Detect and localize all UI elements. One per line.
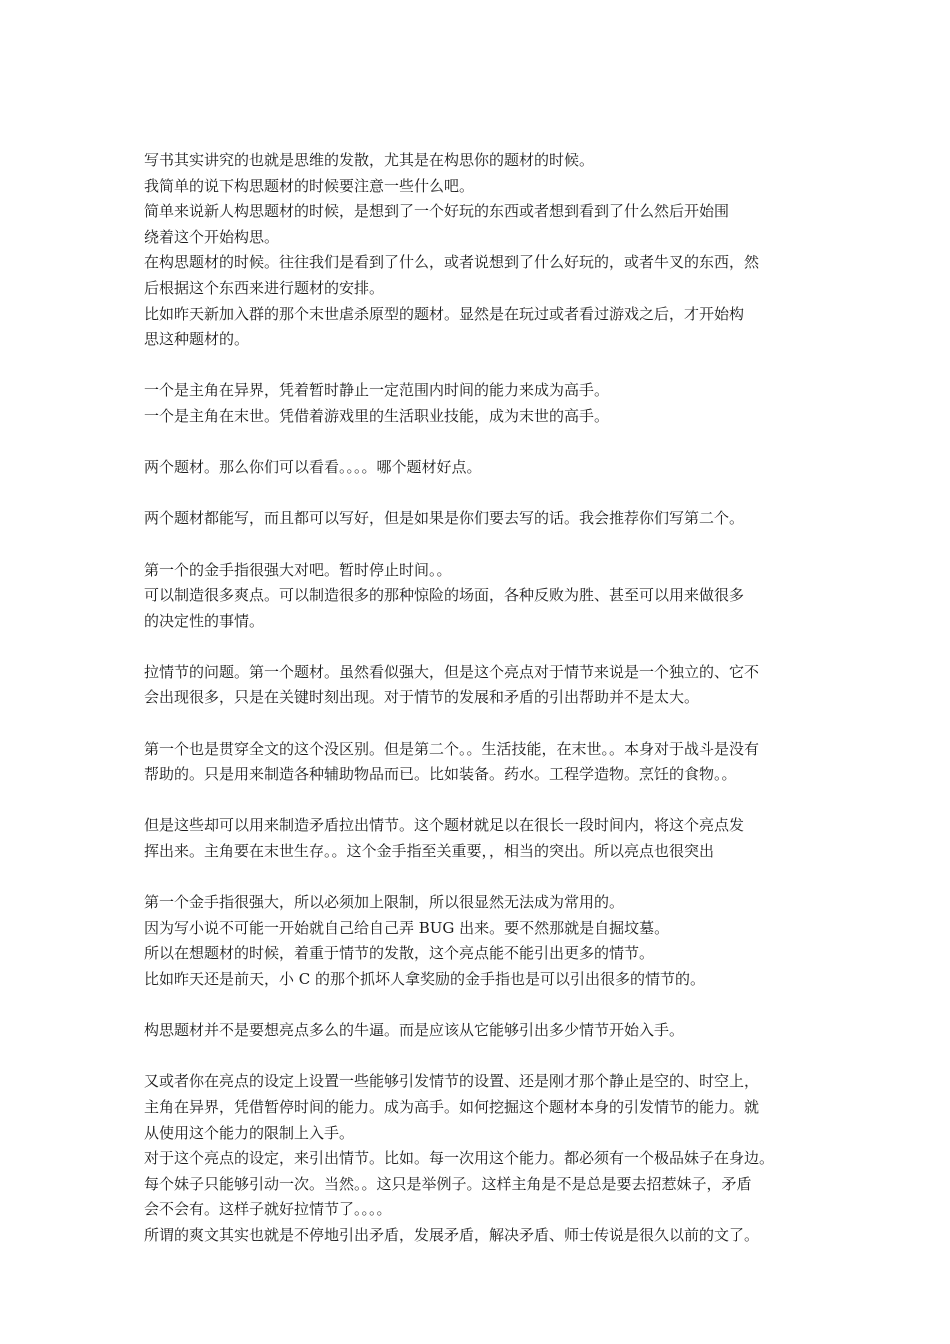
text-line: 每个妹子只能够引动一次。当然。。这只是举例子。这样主角是不是总是要去招惹妹子，矛盾 xyxy=(144,1174,752,1193)
text-line: 一个是主角在异界，凭着暂时静止一定范围内时间的能力来成为高手。 xyxy=(144,381,610,400)
blank-line xyxy=(144,532,816,558)
text-line: 比如昨天新加入群的那个末世虐杀原型的题材。显然是在玩过或者看过游戏之后，才开始构 xyxy=(144,304,745,323)
text-line: 因为写小说不可能一开始就自己给自己弄 BUG 出来。要不然那就是自掘坟墓。 xyxy=(144,918,670,937)
text-line: 在构思题材的时候。往往我们是看到了什么，或者说想到了什么好玩的，或者牛叉的东西，然 xyxy=(144,253,760,272)
text-line: 绕着这个开始构思。 xyxy=(144,227,280,246)
text-line: 一个是主角在末世。凭借着游戏里的生活职业技能，成为末世的高手。 xyxy=(144,406,610,425)
text-line: 比如昨天还是前天，小 C 的那个抓坏人拿奖励的金手指也是可以引出很多的情节的。 xyxy=(144,970,706,988)
text-line: 后根据这个东西来进行题材的安排。 xyxy=(144,278,385,297)
text-line: 的决定性的事情。 xyxy=(144,611,265,630)
text-line: 主角在异界，凭借暂停时间的能力。成为高手。如何挖掘这个题材本身的引发情节的能力。就 xyxy=(144,1097,760,1116)
text-line: 我简单的说下构思题材的时候要注意一些什么吧。 xyxy=(144,176,475,195)
blank-line xyxy=(144,788,816,814)
text-line: 所以在想题材的时候，着重于情节的发散，这个亮点能不能引出更多的情节。 xyxy=(144,944,655,963)
text-line: 但是这些却可以用来制造矛盾拉出情节。这个题材就足以在很长一段时间内，将这个亮点发 xyxy=(144,816,745,835)
text-line: 会出现很多，只是在关键时刻出现。对于情节的发展和矛盾的引出帮助并不是太大。 xyxy=(144,688,700,707)
text-line: 对于这个亮点的设定，来引出情节。比如。每一次用这个能力。都必须有一个极品妹子在身边。 xyxy=(144,1149,775,1168)
blank-line xyxy=(144,353,816,379)
blank-line xyxy=(144,430,816,456)
document-body xyxy=(144,148,816,1249)
text-line: 两个题材。那么你们可以看看。。。。哪个题材好点。 xyxy=(144,458,482,477)
text-line: 挥出来。主角要在末世生存。。这个金手指至关重要，，相当的突出。所以亮点也很突出 xyxy=(144,842,715,861)
text-line: 思这种题材的。 xyxy=(144,330,250,349)
text-line: 又或者你在亮点的设定上设置一些能够引发情节的设置、还是刚才那个静止是空的、时空上， xyxy=(144,1072,760,1091)
text-line: 两个题材都能写，而且都可以写好，但是如果是你们要去写的话。我会推荐你们写第二个。 xyxy=(144,509,745,528)
text-line: 第一个也是贯穿全文的这个没区别。但是第二个。。生活技能，在末世。。本身对于战斗是没有 xyxy=(144,739,760,758)
text-line: 可以制造很多爽点。可以制造很多的那种惊险的场面，各种反败为胜、甚至可以用来做很多 xyxy=(144,586,745,605)
text-line: 简单来说新人构思题材的时候，是想到了一个好玩的东西或者想到看到了什么然后开始围 xyxy=(144,202,730,221)
text-line: 帮助的。只是用来制造各种辅助物品而已。比如装备。药水。工程学造物。烹饪的食物。。 xyxy=(144,765,737,784)
text-line: 第一个金手指很强大，所以必须加上限制，所以很显然无法成为常用的。 xyxy=(144,893,625,912)
text-line: 会不会有。这样子就好拉情节了。。。。 xyxy=(144,1200,392,1219)
text-line: 所谓的爽文其实也就是不停地引出矛盾，发展矛盾，解决矛盾、师士传说是很久以前的文了。 xyxy=(144,1225,760,1244)
blank-line xyxy=(144,634,816,660)
blank-line xyxy=(144,481,816,507)
blank-line xyxy=(144,865,816,891)
blank-line xyxy=(144,993,816,1019)
blank-line xyxy=(144,711,816,737)
blank-line xyxy=(144,1044,816,1070)
text-line: 构思题材并不是要想亮点多么的牛逼。而是应该从它能够引出多少情节开始入手。 xyxy=(144,1021,685,1040)
text-line: 第一个的金手指很强大对吧。暂时停止时间。。 xyxy=(144,560,452,579)
text-line: 拉情节的问题。第一个题材。虽然看似强大，但是这个亮点对于情节来说是一个独立的、它不 xyxy=(144,662,760,681)
text-line: 写书其实讲究的也就是思维的发散，尤其是在构思你的题材的时候。 xyxy=(144,151,595,169)
text-line: 从使用这个能力的限制上入手。 xyxy=(144,1123,355,1142)
